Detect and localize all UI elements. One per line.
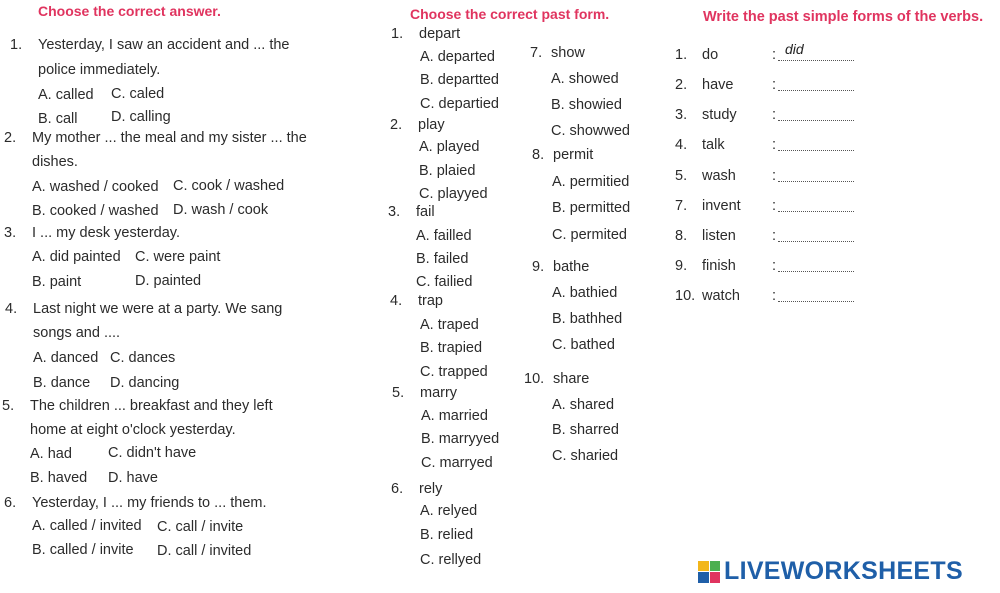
item-number: 2.	[675, 77, 688, 93]
question-number: 1.	[10, 37, 23, 53]
logo-square	[698, 572, 709, 583]
colon: :	[772, 228, 777, 244]
option-c[interactable]: C. permited	[552, 227, 627, 243]
option-a[interactable]: A. bathied	[552, 285, 618, 301]
option-a[interactable]: A. showed	[551, 71, 619, 87]
item-number: 9.	[532, 259, 545, 275]
item-number: 4.	[675, 137, 688, 153]
option-d[interactable]: D. dancing	[110, 375, 180, 391]
item-number: 8.	[532, 147, 545, 163]
question-text: police immediately.	[38, 62, 161, 78]
item-verb: permit	[553, 147, 594, 163]
option-a[interactable]: A. had	[30, 446, 72, 462]
option-a[interactable]: A. departed	[420, 49, 495, 65]
item-number: 1.	[391, 26, 404, 42]
option-c[interactable]: C. didn't have	[108, 445, 197, 461]
option-b[interactable]: B. called / invite	[32, 542, 134, 558]
answer-text: did	[785, 41, 804, 57]
option-a[interactable]: A. danced	[33, 350, 99, 366]
option-d[interactable]: D. have	[108, 470, 158, 486]
item-number: 7.	[675, 198, 688, 214]
option-c[interactable]: C. trapped	[420, 364, 488, 380]
option-d[interactable]: D. wash / cook	[173, 202, 269, 218]
logo-square	[710, 561, 721, 572]
answer-input[interactable]	[778, 211, 854, 212]
answer-input[interactable]	[778, 60, 854, 61]
item-number: 7.	[530, 45, 543, 61]
question-number: 5.	[2, 398, 15, 414]
option-a[interactable]: A. married	[421, 408, 488, 424]
item-verb: have	[702, 77, 734, 93]
option-b[interactable]: B. call	[38, 111, 78, 127]
option-a[interactable]: A. relyed	[420, 503, 478, 519]
colon: :	[772, 47, 777, 63]
section2-heading: Choose the correct past form.	[410, 6, 610, 22]
item-number: 10.	[524, 371, 545, 387]
option-c[interactable]: C. were paint	[135, 249, 221, 265]
item-verb: talk	[702, 137, 725, 153]
option-c[interactable]: C. bathed	[552, 337, 615, 353]
colon: :	[772, 288, 777, 304]
question-text: home at eight o'clock yesterday.	[30, 422, 236, 438]
question-number: 4.	[5, 301, 18, 317]
option-b[interactable]: B. permitted	[552, 200, 631, 216]
option-b[interactable]: B. departted	[420, 72, 499, 88]
item-verb: fail	[416, 204, 435, 220]
answer-input[interactable]	[778, 90, 854, 91]
question-number: 2.	[4, 130, 17, 146]
item-verb: bathe	[553, 259, 590, 275]
option-a[interactable]: A. called / invited	[32, 518, 142, 534]
question-number: 6.	[4, 495, 17, 511]
question-text: dishes.	[32, 154, 78, 170]
item-number: 10.	[675, 288, 696, 304]
option-c[interactable]: C. cook / washed	[173, 178, 285, 194]
item-number: 4.	[390, 293, 403, 309]
question-text: My mother ... the meal and my sister ... the	[32, 130, 307, 146]
option-c[interactable]: C. rellyed	[420, 552, 482, 568]
option-c[interactable]: C. sharied	[552, 448, 619, 464]
answer-input[interactable]	[778, 120, 854, 121]
logo-text: LIVEWORKSHEETS	[724, 557, 963, 585]
option-d[interactable]: D. painted	[135, 273, 202, 289]
item-number: 3.	[675, 107, 688, 123]
question-number: 3.	[4, 225, 17, 241]
question-text: Yesterday, I saw an accident and ... the	[38, 37, 290, 53]
item-number: 3.	[388, 204, 401, 220]
question-text: songs and ....	[33, 325, 121, 341]
item-number: 5.	[675, 168, 688, 184]
item-verb: trap	[418, 293, 443, 309]
option-a[interactable]: A. traped	[420, 317, 479, 333]
option-b[interactable]: B. dance	[33, 375, 91, 391]
logo-square	[698, 561, 709, 572]
option-a[interactable]: A. shared	[552, 397, 615, 413]
item-verb: rely	[419, 481, 443, 497]
colon: :	[772, 168, 777, 184]
option-b[interactable]: B. haved	[30, 470, 88, 486]
option-a[interactable]: A. washed / cooked	[32, 179, 159, 195]
section3-heading: Write the past simple forms of the verbs.	[703, 9, 984, 25]
item-verb: listen	[702, 228, 736, 244]
question-text: Yesterday, I ... my friends to ... them.	[32, 495, 267, 511]
option-a[interactable]: A. did painted	[32, 249, 121, 265]
option-c[interactable]: C. dances	[110, 350, 176, 366]
item-number: 5.	[392, 385, 405, 401]
item-verb: do	[702, 47, 719, 63]
logo-icon	[698, 561, 720, 583]
liveworksheets-logo	[698, 559, 963, 584]
item-verb: share	[553, 371, 590, 387]
item-verb: invent	[702, 198, 741, 214]
colon: :	[772, 77, 777, 93]
item-number: 9.	[675, 258, 688, 274]
item-number: 6.	[391, 481, 404, 497]
option-a[interactable]: A. failled	[416, 228, 472, 244]
question-text: Last night we were at a party. We sang	[33, 301, 283, 317]
colon: :	[772, 107, 777, 123]
item-verb: study	[702, 107, 737, 123]
answer-input[interactable]	[778, 241, 854, 242]
option-a[interactable]: A. called	[38, 87, 94, 103]
option-b[interactable]: B. cooked / washed	[32, 203, 159, 219]
option-b[interactable]: B. paint	[32, 274, 82, 290]
item-verb: play	[418, 117, 445, 133]
option-b[interactable]: B. relied	[420, 527, 474, 543]
option-b[interactable]: B. plaied	[419, 163, 476, 179]
option-d[interactable]: D. call / invited	[157, 543, 252, 559]
option-d[interactable]: D. calling	[111, 109, 171, 125]
option-a[interactable]: A. played	[419, 139, 480, 155]
question-text: The children ... breakfast and they left	[30, 398, 273, 414]
option-b[interactable]: B. marryyed	[421, 431, 500, 447]
question-text: I ... my desk yesterday.	[32, 225, 181, 241]
answer-input[interactable]	[778, 301, 854, 302]
colon: :	[772, 137, 777, 153]
section1-heading: Choose the correct answer.	[38, 3, 221, 19]
option-c[interactable]: C. failied	[416, 274, 473, 290]
answer-input[interactable]	[778, 271, 854, 272]
option-c[interactable]: C. caled	[111, 86, 165, 102]
option-c[interactable]: C. call / invite	[157, 519, 244, 535]
answer-input[interactable]	[778, 181, 854, 182]
item-number: 2.	[390, 117, 403, 133]
option-b[interactable]: B. showied	[551, 97, 622, 113]
option-c[interactable]: C. departied	[420, 96, 499, 112]
option-b[interactable]: B. bathhed	[552, 311, 623, 327]
option-c[interactable]: C. marryed	[421, 455, 493, 471]
answer-input[interactable]	[778, 150, 854, 151]
colon: :	[772, 198, 777, 214]
item-verb: finish	[702, 258, 736, 274]
item-verb: depart	[419, 26, 461, 42]
option-b[interactable]: B. failed	[416, 251, 469, 267]
item-number: 1.	[675, 47, 688, 63]
item-verb: watch	[702, 288, 740, 304]
item-verb: wash	[702, 168, 736, 184]
item-verb: show	[551, 45, 585, 61]
logo-square	[710, 572, 721, 583]
option-b[interactable]: B. sharred	[552, 422, 619, 438]
option-a[interactable]: A. permitied	[552, 174, 630, 190]
item-number: 8.	[675, 228, 688, 244]
option-c[interactable]: C. showwed	[551, 123, 630, 139]
option-c[interactable]: C. playyed	[419, 186, 488, 202]
item-verb: marry	[420, 385, 458, 401]
colon: :	[772, 258, 777, 274]
option-b[interactable]: B. trapied	[420, 340, 483, 356]
